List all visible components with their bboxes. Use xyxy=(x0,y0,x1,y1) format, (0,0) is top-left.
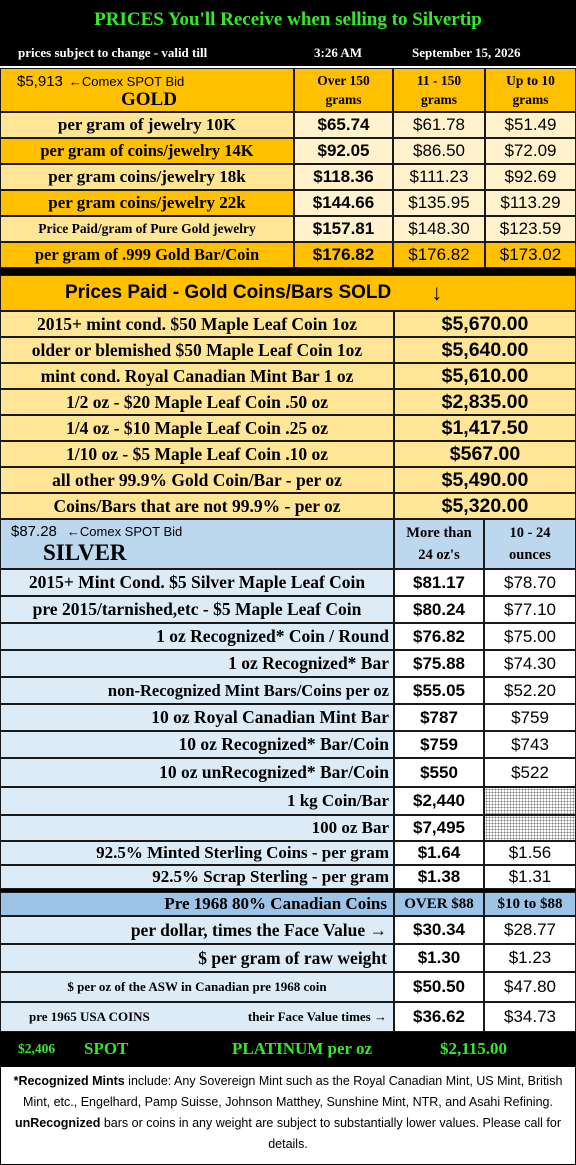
silver-header-row xyxy=(0,519,576,569)
coin-price: $2,835.00 xyxy=(394,389,576,415)
silver-spot-cell xyxy=(0,519,394,569)
table-row xyxy=(0,216,576,242)
coin-label: 1/4 oz - $10 Maple Leaf Coin .25 oz xyxy=(0,415,394,441)
silver-price-10-24: $522 xyxy=(484,758,576,787)
silver-price-over-24: $550 xyxy=(394,758,484,787)
gold-row-label: Price Paid/gram of Pure Gold jewelry xyxy=(0,216,294,242)
gold-price-up-to-10: $72.09 xyxy=(485,138,576,164)
gold-price-11-150: $61.78 xyxy=(393,112,485,138)
table-row xyxy=(0,787,576,815)
table-row xyxy=(0,916,576,944)
platinum-row xyxy=(0,1032,576,1066)
platinum-label: PLATINUM per oz xyxy=(232,1039,373,1058)
coin-price: $5,320.00 xyxy=(394,493,576,519)
table-row xyxy=(0,337,576,363)
gold-header-row xyxy=(0,68,576,112)
silver-price-over-24: $1.64 xyxy=(394,841,484,865)
silver-row-label: 10 oz unRecognized* Bar/Coin xyxy=(0,758,394,787)
table-row xyxy=(0,138,576,164)
silver-price-10-24: $74.30 xyxy=(484,650,576,677)
silver-price-10-24: $743 xyxy=(484,731,576,758)
table-row xyxy=(0,389,576,415)
table-row xyxy=(0,363,576,389)
silver-row-label: 10 oz Recognized* Bar/Coin xyxy=(0,731,394,758)
validity-date: September 15, 2026 xyxy=(412,45,521,60)
silver-spot-label: ←Comex SPOT Bid xyxy=(66,524,183,539)
silver-price-over-24: $7,495 xyxy=(394,815,484,841)
coin-price: $5,670.00 xyxy=(394,311,576,337)
table-row xyxy=(0,815,576,841)
gold-price-over-150: $176.82 xyxy=(294,242,393,268)
silver-price-over-24: $81.17 xyxy=(394,569,484,596)
usa-price-over-88: $36.62 xyxy=(394,1002,484,1032)
silver-spot-value: $87.28 xyxy=(11,523,57,540)
coin-label: 1/10 oz - $5 Maple Leaf Coin .10 oz xyxy=(0,441,394,467)
usa-coins-label-left: pre 1965 USA COINS xyxy=(29,1009,150,1024)
coin-label: all other 99.9% Gold Coin/Bar - per oz xyxy=(0,467,394,493)
platinum-spot-value: $2,406 xyxy=(18,1041,56,1056)
gold-col-header-up-to-10: Up to 10 grams xyxy=(485,68,576,112)
footnote-recognized-label: *Recognized Mints xyxy=(13,1074,125,1088)
canadian-row-label: per dollar, times the Face Value → xyxy=(0,916,394,944)
section-divider xyxy=(0,268,576,275)
silver-row-label: 10 oz Royal Canadian Mint Bar xyxy=(0,704,394,731)
table-row xyxy=(0,569,576,596)
silver-price-over-24: $80.24 xyxy=(394,596,484,623)
page-title: PRICES You'll Receive when selling to Silvertip xyxy=(0,0,576,40)
table-row xyxy=(0,972,576,1002)
gold-price-over-150: $65.74 xyxy=(294,112,393,138)
table-row xyxy=(0,865,576,889)
canadian-price-over-88: $30.34 xyxy=(394,916,484,944)
footnote-unrecognized-label: unRecognized xyxy=(14,1116,101,1130)
table-row xyxy=(0,596,576,623)
table-row xyxy=(0,623,576,650)
table-row xyxy=(0,415,576,441)
table-row xyxy=(0,1002,576,1032)
silver-price-10-24: $759 xyxy=(484,704,576,731)
silver-row-label: 1 kg Coin/Bar xyxy=(0,787,394,815)
canadian-price-10-to-88: $1.23 xyxy=(484,944,576,972)
gold-spot-label: ←Comex SPOT Bid xyxy=(68,74,185,89)
table-row xyxy=(0,242,576,268)
gold-row-label: per gram of .999 Gold Bar/Coin xyxy=(0,242,294,268)
usa-price-10-to-88: $34.73 xyxy=(484,1002,576,1032)
validity-time: 3:26 AM xyxy=(314,45,363,60)
silver-row-label: 1 oz Recognized* Coin / Round xyxy=(0,623,394,650)
gold-row-label: per gram of coins/jewelry 14K xyxy=(0,138,294,164)
canadian-price-10-to-88: $28.77 xyxy=(484,916,576,944)
silver-price-10-24: $75.00 xyxy=(484,623,576,650)
gold-section-title: GOLD xyxy=(121,89,177,110)
canadian-price-10-to-88: $47.80 xyxy=(484,972,576,1002)
table-row xyxy=(0,112,576,138)
platinum-price: $2,115.00 xyxy=(440,1039,508,1058)
footnote-text-2: bars or coins in any weight are subject to substantially lower values. Please call for details. xyxy=(100,1116,562,1151)
gold-price-up-to-10: $51.49 xyxy=(485,112,576,138)
canadian-row-label: $ per oz of the ASW in Canadian pre 1968 coin xyxy=(0,972,394,1002)
gold-coins-heading-row xyxy=(0,275,576,311)
gold-row-label: per gram coins/jewelry 22k xyxy=(0,190,294,216)
silver-price-10-24: $77.10 xyxy=(484,596,576,623)
silver-col-header-10-24: 10 - 24 ounces xyxy=(484,519,576,569)
silver-spot-line xyxy=(1,520,393,540)
coin-label: Coins/Bars that are not 99.9% - per oz xyxy=(0,493,394,519)
table-row xyxy=(0,164,576,190)
coin-label: 2015+ mint cond. $50 Maple Leaf Coin 1oz xyxy=(0,311,394,337)
table-row xyxy=(0,311,576,337)
gold-price-up-to-10: $173.02 xyxy=(485,242,576,268)
gold-price-over-150: $144.66 xyxy=(294,190,393,216)
table-row xyxy=(0,758,576,787)
arrow-down-icon: ↓ xyxy=(431,280,443,305)
silver-row-label: 92.5% Scrap Sterling - per gram xyxy=(0,865,394,889)
table-row xyxy=(0,944,576,972)
gold-spot-line xyxy=(1,69,293,90)
table-row xyxy=(0,731,576,758)
silver-row-label: 1 oz Recognized* Bar xyxy=(0,650,394,677)
gold-price-11-150: $148.30 xyxy=(393,216,485,242)
gold-price-11-150: $176.82 xyxy=(393,242,485,268)
gold-spot-cell xyxy=(0,68,294,112)
coin-price: $567.00 xyxy=(394,441,576,467)
table-row xyxy=(0,493,576,519)
silver-row-label: 100 oz Bar xyxy=(0,815,394,841)
silver-price-over-24: $759 xyxy=(394,731,484,758)
usa-coins-label xyxy=(0,1002,394,1032)
silver-row-label: 92.5% Minted Sterling Coins - per gram xyxy=(0,841,394,865)
gold-price-over-150: $92.05 xyxy=(294,138,393,164)
silver-price-over-24: $55.05 xyxy=(394,677,484,704)
gold-spot-value: $5,913 xyxy=(17,73,63,90)
table-row xyxy=(0,190,576,216)
canadian-header-row xyxy=(0,892,576,916)
gold-price-over-150: $157.81 xyxy=(294,216,393,242)
validity-text: prices subject to change - valid till xyxy=(18,45,208,60)
coin-label: mint cond. Royal Canadian Mint Bar 1 oz xyxy=(0,363,394,389)
silver-price-10-24: $1.31 xyxy=(484,865,576,889)
silver-price-over-24: $787 xyxy=(394,704,484,731)
validity-bar xyxy=(0,40,576,66)
table-row xyxy=(0,704,576,731)
gold-col-header-over-150: Over 150 grams xyxy=(294,68,393,112)
footnote-text-1: include: Any Sovereign Mint such as the Royal Canadian Mint, US Mint, British Mint, etc., Engelhard, Pamp Suisse, Johnson Matthey, Sunshine Mint, NTR, and Asahi Refining. xyxy=(23,1074,563,1109)
silver-price-10-24-not-offered xyxy=(484,815,576,841)
table-row xyxy=(0,441,576,467)
canadian-price-over-88: $1.30 xyxy=(394,944,484,972)
silver-row-label: 2015+ Mint Cond. $5 Silver Maple Leaf Coin xyxy=(0,569,394,596)
canadian-header-label: Pre 1968 80% Canadian Coins xyxy=(0,892,394,916)
table-row xyxy=(0,677,576,704)
canadian-col-10-to-88: $10 to $88 xyxy=(484,892,576,916)
gold-row-label: per gram coins/jewelry 18k xyxy=(0,164,294,190)
silver-price-over-24: $1.38 xyxy=(394,865,484,889)
gold-row-label: per gram of jewelry 10K xyxy=(0,112,294,138)
usa-coins-label-right: their Face Value times → xyxy=(247,1009,387,1024)
coin-price: $1,417.50 xyxy=(394,415,576,441)
gold-price-up-to-10: $92.69 xyxy=(485,164,576,190)
silver-row-label: pre 2015/tarnished,etc - $5 Maple Leaf Coin xyxy=(0,596,394,623)
table-row xyxy=(0,650,576,677)
coin-label: 1/2 oz - $20 Maple Leaf Coin .50 oz xyxy=(0,389,394,415)
gold-price-over-150: $118.36 xyxy=(294,164,393,190)
gold-price-up-to-10: $123.59 xyxy=(485,216,576,242)
silver-price-10-24: $1.56 xyxy=(484,841,576,865)
gold-col-header-11-150: 11 - 150 grams xyxy=(393,68,485,112)
silver-price-over-24: $75.88 xyxy=(394,650,484,677)
gold-coins-heading xyxy=(0,275,576,311)
coin-label: older or blemished $50 Maple Leaf Coin 1oz xyxy=(0,337,394,363)
silver-price-10-24-not-offered xyxy=(484,787,576,815)
silver-price-10-24: $52.20 xyxy=(484,677,576,704)
canadian-col-over-88: OVER $88 xyxy=(394,892,484,916)
canadian-row-label: $ per gram of raw weight xyxy=(0,944,394,972)
gold-price-up-to-10: $113.29 xyxy=(485,190,576,216)
platinum-spot-label: SPOT xyxy=(84,1039,129,1058)
gold-price-11-150: $86.50 xyxy=(393,138,485,164)
footnote xyxy=(0,1066,576,1165)
canadian-price-over-88: $50.50 xyxy=(394,972,484,1002)
silver-col-header-over-24: More than 24 oz's xyxy=(394,519,484,569)
silver-price-over-24: $2,440 xyxy=(394,787,484,815)
coin-price: $5,490.00 xyxy=(394,467,576,493)
table-row xyxy=(0,467,576,493)
coin-price: $5,610.00 xyxy=(394,363,576,389)
gold-coins-heading-text: Prices Paid - Gold Coins/Bars SOLD xyxy=(65,282,392,303)
silver-price-10-24: $78.70 xyxy=(484,569,576,596)
gold-price-11-150: $135.95 xyxy=(393,190,485,216)
gold-price-11-150: $111.23 xyxy=(393,164,485,190)
silver-price-over-24: $76.82 xyxy=(394,623,484,650)
silver-row-label: non-Recognized Mint Bars/Coins per oz xyxy=(0,677,394,704)
coin-price: $5,640.00 xyxy=(394,337,576,363)
silver-section-title: SILVER xyxy=(43,540,127,565)
table-row xyxy=(0,841,576,865)
